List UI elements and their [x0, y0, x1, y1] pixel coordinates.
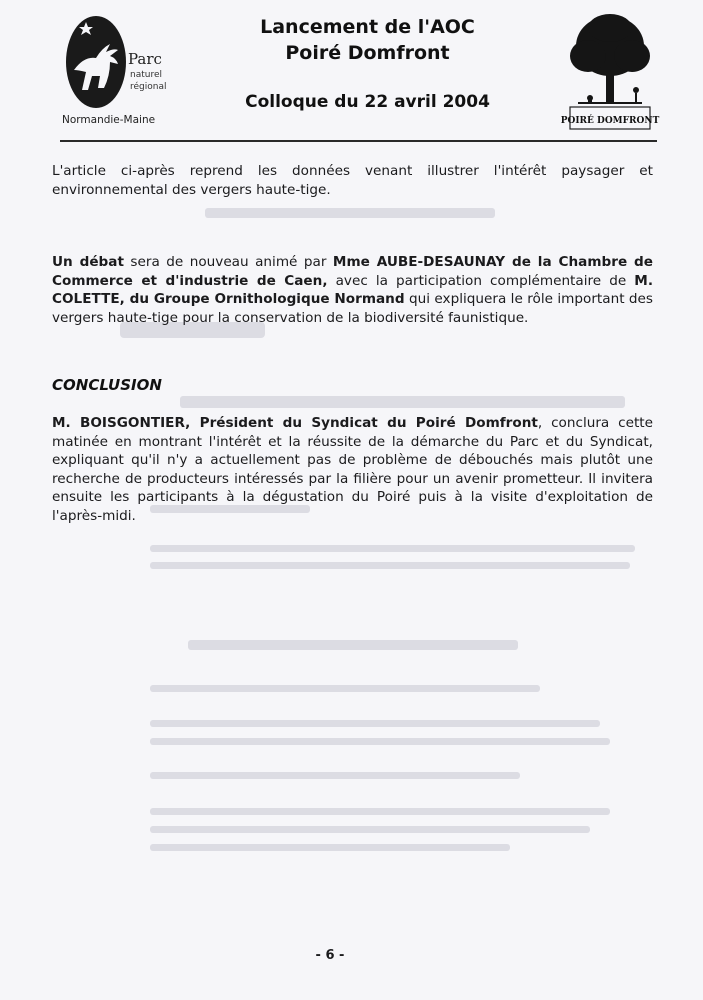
logo-text-parc: Parc — [128, 50, 162, 68]
debate-text-c: qui expliquera le rôle important des vergers haute-tige pour la conservation de la biodiversité faunistique. — [52, 291, 654, 326]
parc-naturel-logo — [60, 10, 178, 128]
header-divider — [60, 140, 657, 142]
intro-paragraph: L'article ci-après reprend les données venant illustrer l'intérêt paysager et environnemental des vergers haute-tige. — [52, 163, 653, 198]
debate-paragraph — [52, 253, 653, 327]
logo-caption: POIRÉ DOMFRONT — [560, 116, 660, 126]
conclusion-text: , conclura cette matinée en montrant l'intérêt et la réussite de la démarche du Parc et du Syndicat, expliquant qu'il n'y a actuellement pas de problème de débouchés mais plutôt une recherche de producteurs intéressés par la filière pour un avenir prometteur. Il invitera ensuite les participants à la dégustation du Poiré puis à la visite d'exploitation de l'après-midi. — [52, 415, 653, 524]
poire-domfront-logo — [560, 10, 660, 132]
header-subtitle: Colloque du 22 avril 2004 — [245, 92, 490, 112]
debate-speaker-1: Mme AUBE-DESAUNAY de la Chambre de Commerce et d'industrie de Caen, — [52, 254, 653, 289]
logo-text-regional: régional — [130, 82, 167, 92]
debate-speaker-2: M. COLETTE, du Groupe Ornithologique Normand — [52, 272, 653, 307]
debate-text-a: sera de nouveau animé par — [123, 254, 333, 270]
logo-text-naturel: naturel — [130, 70, 162, 80]
logo-text-normandie-maine: Normandie-Maine — [62, 114, 156, 126]
conclusion-heading: CONCLUSION — [52, 376, 162, 394]
header-title-line2: Poiré Domfront — [285, 42, 450, 64]
conclusion-paragraph — [52, 414, 653, 525]
debate-lead: Un débat — [52, 254, 124, 270]
header-title-line1: Lancement de l'AOC — [260, 16, 475, 38]
page-number: - 6 - — [315, 948, 345, 963]
conclusion-speaker: M. BOISGONTIER, Président du Syndicat du Poiré Domfront — [52, 415, 538, 431]
debate-text-b: avec la participation complémentaire de — [327, 272, 635, 289]
